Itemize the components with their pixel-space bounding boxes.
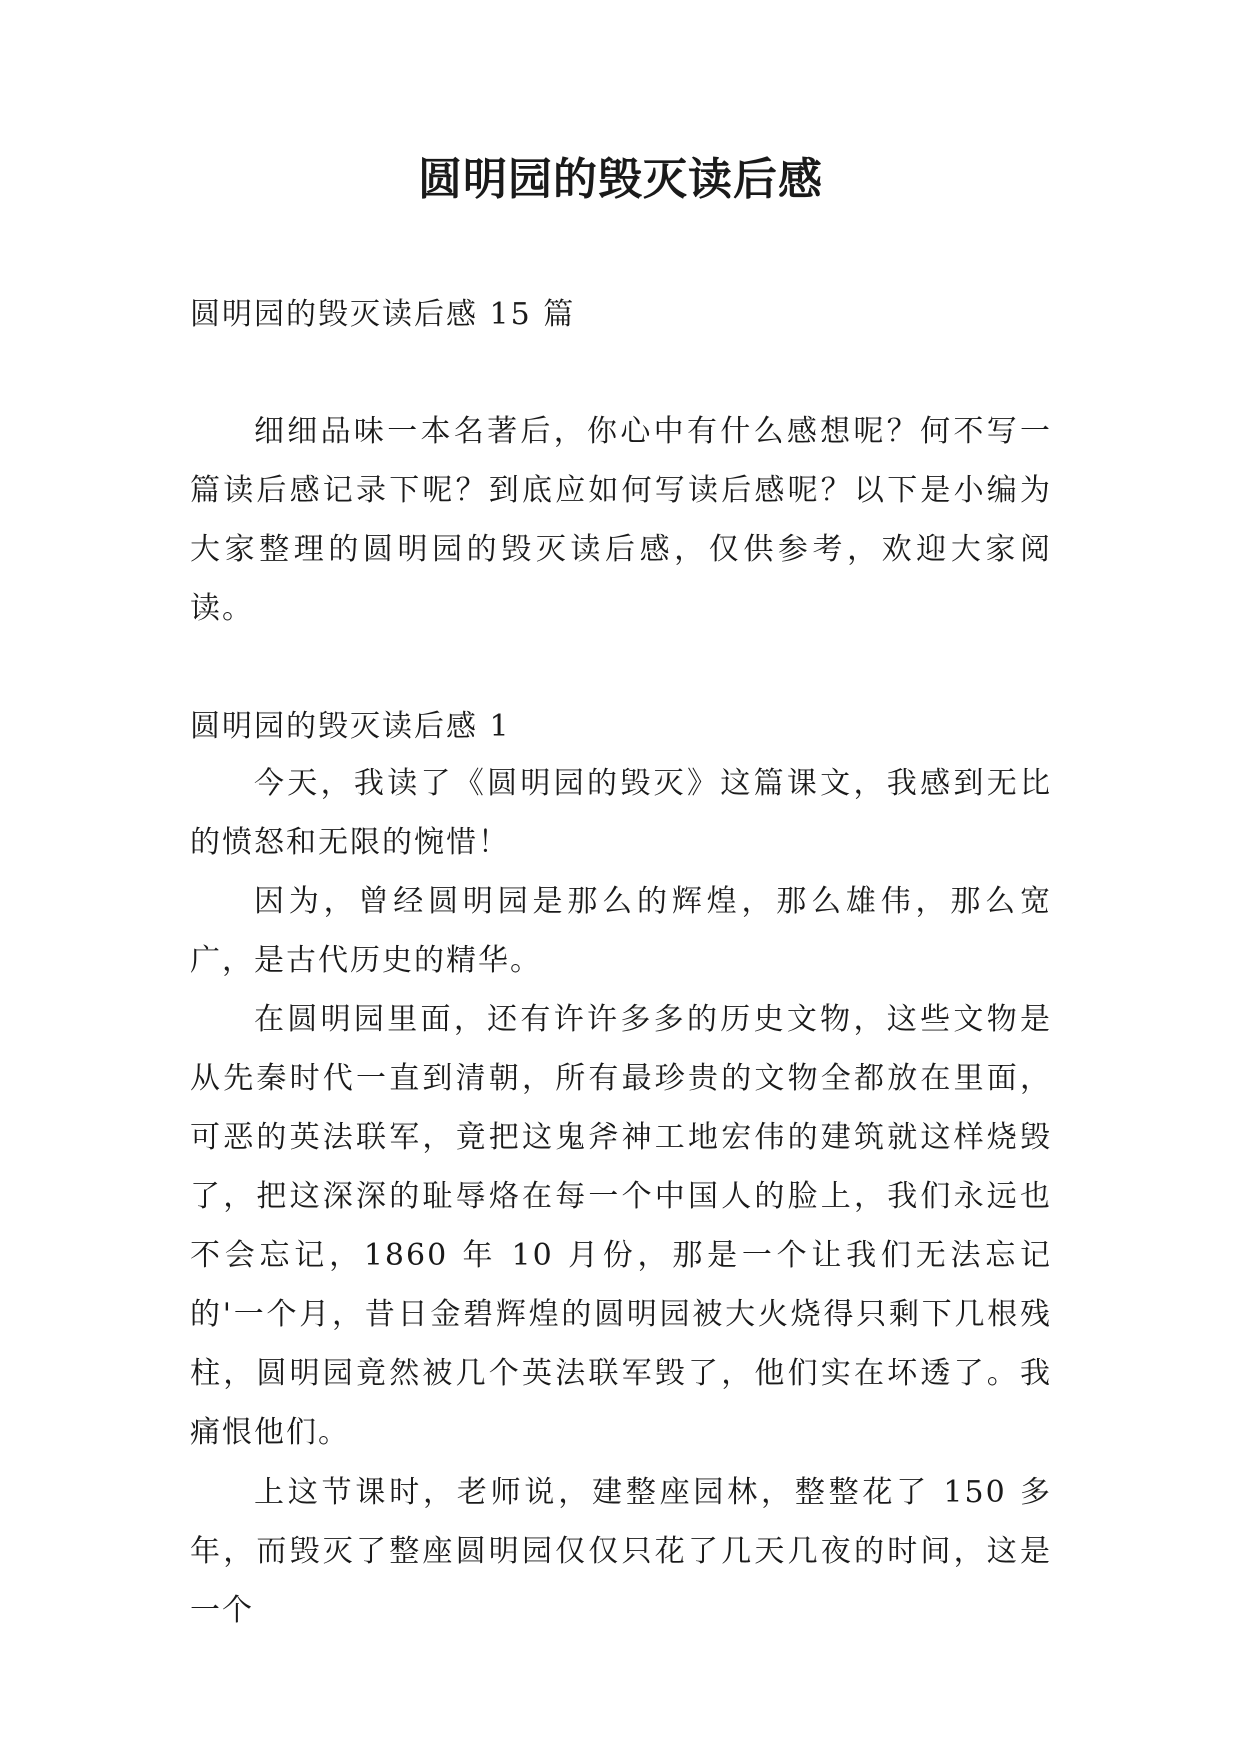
body-paragraph-1: 今天，我读了《圆明园的毁灭》这篇课文，我感到无比的愤怒和无限的惋惜！ <box>190 766 1052 860</box>
document-title: 圆明园的毁灭读后感 <box>418 154 823 205</box>
body-paragraph-2: 因为，曾经圆明园是那么的辉煌，那么雄伟，那么宽广，是古代历史的精华。 <box>190 884 1052 978</box>
section-heading: 圆明园的毁灭读后感 1 <box>190 709 511 744</box>
intro-paragraph: 细细品味一本名著后，你心中有什么感想呢？何不写一篇读后感记录下呢？到底应如何写读后感呢？以下是小编为大家整理的圆明园的毁灭读后感，仅供参考，欢迎大家阅读。 <box>190 414 1052 626</box>
body-paragraph-3: 在圆明园里面，还有许许多多的历史文物，这些文物是从先秦时代一直到清朝，所有最珍贵的文物全都放在里面，可恶的英法联军，竟把这鬼斧神工地宏伟的建筑就这样烧毁了，把这深深的耻辱烙在每一个中国人的脸上，我们永远也不会忘记，1860 年 10 月份，那是一个让我们无法忘记的'一个月，昔日金碧辉煌的圆明园被大火烧得只剩下几根残柱，圆明园竟然被几个英法联军毁了，他们实在坏透了。我痛恨他们。 <box>190 1002 1052 1450</box>
body-paragraph-4: 上这节课时，老师说，建整座园林，整整花了 150 多年，而毁灭了整座圆明园仅仅只花了几天几夜的时间，这是一个 <box>190 1475 1052 1628</box>
document-subtitle: 圆明园的毁灭读后感 15 篇 <box>190 297 576 332</box>
